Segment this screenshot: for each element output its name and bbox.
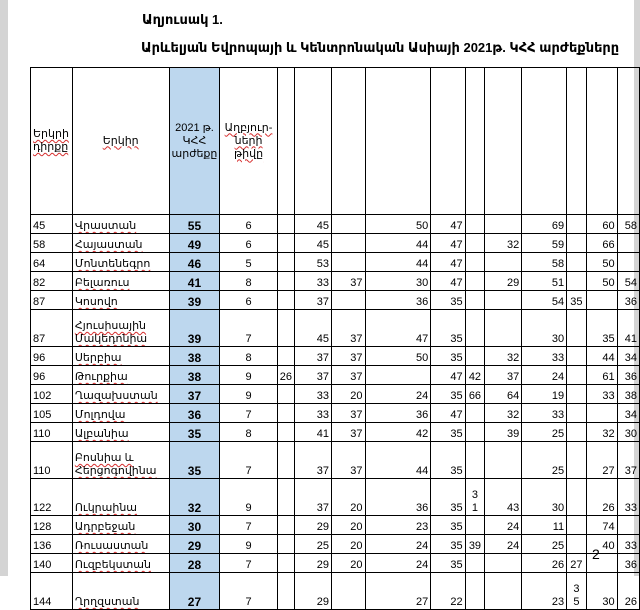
source-score-cell: 35 — [567, 291, 587, 310]
source-score-cell: 50 — [365, 347, 431, 366]
source-score-cell: 47 — [431, 404, 465, 423]
sources-count-cell: 8 — [220, 347, 277, 366]
source-score-cell — [277, 234, 294, 253]
source-score-cell — [331, 291, 365, 310]
source-score-cell: 37 — [294, 347, 331, 366]
table-title: Արևելյան Եվրոպայի և Կենտրոնական Ասիայի 2021թ. ԿՀՀ արժեքները — [141, 40, 620, 55]
source-score-cell: 39 — [465, 535, 485, 554]
sources-count-cell: 7 — [220, 310, 277, 347]
country-cell: Սերբիա — [72, 347, 169, 366]
country-cell: Թուրքիա — [72, 366, 169, 385]
table-row — [31, 215, 640, 234]
table-row — [31, 310, 640, 347]
source-score-cell: 35 — [431, 535, 465, 554]
source-score-cell — [567, 442, 587, 479]
source-score-cell — [465, 347, 485, 366]
source-score-cell — [586, 554, 617, 573]
source-score-cell: 26 — [522, 554, 567, 573]
header-empty — [331, 68, 365, 215]
source-score-cell — [277, 554, 294, 573]
country-cell: Հայաստան — [72, 234, 169, 253]
header-empty — [522, 68, 567, 215]
rank-cell: 82 — [31, 272, 73, 291]
source-score-cell: 38 — [617, 385, 639, 404]
source-score-cell: 35 — [431, 385, 465, 404]
source-score-cell: 27 — [365, 573, 431, 610]
source-score-cell: 37 — [331, 272, 365, 291]
header-sources: Աղբյուր-ների թիվը — [220, 68, 277, 215]
rank-cell: 110 — [31, 442, 73, 479]
source-score-cell: 58 — [522, 253, 567, 272]
source-score-cell: 35 — [586, 310, 617, 347]
source-score-cell: 35 — [431, 423, 465, 442]
source-score-cell: 36 — [617, 554, 639, 573]
table-row — [31, 516, 640, 535]
source-score-cell: 27 — [567, 554, 587, 573]
source-score-cell — [567, 535, 587, 554]
source-score-cell — [277, 215, 294, 234]
source-score-cell: 24 — [365, 385, 431, 404]
source-score-cell: 23 — [365, 516, 431, 535]
source-score-cell: 30 — [617, 423, 639, 442]
source-score-cell — [586, 404, 617, 423]
source-score-cell: 45 — [294, 234, 331, 253]
source-score-cell — [465, 272, 485, 291]
source-score-cell: 64 — [485, 385, 522, 404]
source-score-cell — [331, 234, 365, 253]
source-score-cell: 30 — [586, 573, 617, 610]
source-score-cell: 20 — [331, 554, 365, 573]
rank-cell: 144 — [31, 573, 73, 610]
source-score-cell: 47 — [431, 253, 465, 272]
country-cell: Ադրբեջան — [72, 516, 169, 535]
source-score-cell — [567, 253, 587, 272]
source-score-cell — [277, 516, 294, 535]
source-score-cell: 41 — [617, 310, 639, 347]
source-score-cell: 59 — [522, 234, 567, 253]
source-score-cell: 42 — [365, 423, 431, 442]
country-cell: Ուկրաինա — [72, 479, 169, 516]
score-cell: 36 — [169, 404, 220, 423]
table-row — [31, 291, 640, 310]
header-empty — [431, 68, 465, 215]
source-score-cell: 37 — [485, 366, 522, 385]
table-row — [31, 234, 640, 253]
source-score-cell: 24 — [485, 535, 522, 554]
table-row — [31, 479, 640, 516]
source-score-cell: 36 — [365, 404, 431, 423]
sources-count-cell: 7 — [220, 516, 277, 535]
source-score-cell: 19 — [522, 385, 567, 404]
country-cell: Ալբանիա — [72, 423, 169, 442]
source-score-cell — [331, 253, 365, 272]
source-score-cell: 34 — [617, 347, 639, 366]
table-row — [31, 404, 640, 423]
source-score-cell: 26 — [617, 573, 639, 610]
score-cell: 35 — [169, 423, 220, 442]
header-score: 2021 թ. ԿՀՀ արժեքը — [169, 68, 220, 215]
page-left-margin — [0, 0, 8, 576]
source-score-cell: 25 — [522, 423, 567, 442]
source-score-cell — [485, 442, 522, 479]
sources-count-cell: 9 — [220, 385, 277, 404]
header-country: Երկիր — [72, 68, 169, 215]
rank-cell: 128 — [31, 516, 73, 535]
source-score-cell — [331, 573, 365, 610]
source-score-cell: 50 — [586, 253, 617, 272]
source-score-cell — [567, 385, 587, 404]
country-cell: Ղազախստան — [72, 385, 169, 404]
score-cell: 29 — [169, 535, 220, 554]
source-score-cell — [465, 554, 485, 573]
source-score-cell — [277, 272, 294, 291]
source-score-cell: 35 — [431, 310, 465, 347]
source-score-cell: 25 — [522, 442, 567, 479]
source-score-cell: 66 — [586, 234, 617, 253]
source-score-cell — [277, 404, 294, 423]
source-score-cell: 32 — [586, 423, 617, 442]
source-score-cell — [465, 310, 485, 347]
table-row — [31, 366, 640, 385]
header-empty — [465, 68, 485, 215]
source-score-cell — [465, 291, 485, 310]
header-empty — [365, 68, 431, 215]
table-caption: Աղյուսակ 1. — [142, 12, 223, 27]
source-score-cell: 51 — [522, 272, 567, 291]
rank-cell: 96 — [31, 347, 73, 366]
source-score-cell: 47 — [431, 366, 465, 385]
source-score-cell — [277, 347, 294, 366]
source-score-cell — [485, 573, 522, 610]
source-score-cell — [331, 215, 365, 234]
source-score-cell: 3 1 — [465, 479, 485, 516]
rank-cell: 122 — [31, 479, 73, 516]
source-score-cell: 33 — [294, 404, 331, 423]
source-score-cell — [465, 215, 485, 234]
table-row — [31, 347, 640, 366]
score-cell: 35 — [169, 442, 220, 479]
country-cell: Կոսովո — [72, 291, 169, 310]
source-score-cell — [277, 291, 294, 310]
source-score-cell — [277, 573, 294, 610]
source-score-cell: 30 — [522, 479, 567, 516]
source-score-cell — [485, 291, 522, 310]
source-score-cell: 37 — [294, 291, 331, 310]
source-score-cell — [277, 423, 294, 442]
source-score-cell: 33 — [294, 272, 331, 291]
source-score-cell: 37 — [294, 442, 331, 479]
sources-count-cell: 7 — [220, 442, 277, 479]
sources-count-cell: 9 — [220, 479, 277, 516]
score-cell: 28 — [169, 554, 220, 573]
score-cell: 27 — [169, 573, 220, 610]
score-cell: 38 — [169, 347, 220, 366]
source-score-cell: 29 — [294, 554, 331, 573]
source-score-cell — [586, 291, 617, 310]
source-score-cell: 47 — [431, 215, 465, 234]
table-row — [31, 442, 640, 479]
score-cell: 46 — [169, 253, 220, 272]
source-score-cell: 20 — [331, 479, 365, 516]
source-score-cell: 74 — [586, 516, 617, 535]
source-score-cell: 32 — [485, 347, 522, 366]
rank-cell: 105 — [31, 404, 73, 423]
source-score-cell — [465, 234, 485, 253]
header-empty — [617, 68, 639, 215]
source-score-cell: 37 — [331, 442, 365, 479]
source-score-cell — [465, 573, 485, 610]
sources-count-cell: 7 — [220, 404, 277, 423]
score-cell: 39 — [169, 291, 220, 310]
source-score-cell: 35 — [431, 554, 465, 573]
country-cell: Բոսնիա և Հերցոգովինա — [72, 442, 169, 479]
sources-count-cell: 9 — [220, 535, 277, 554]
source-score-cell: 36 — [617, 366, 639, 385]
source-score-cell: 20 — [331, 516, 365, 535]
cpi-table — [30, 67, 640, 610]
source-score-cell: 24 — [485, 516, 522, 535]
source-score-cell: 33 — [617, 479, 639, 516]
source-score-cell: 33 — [522, 347, 567, 366]
source-score-cell: 33 — [617, 535, 639, 554]
table-row — [31, 253, 640, 272]
source-score-cell — [277, 442, 294, 479]
source-score-cell: 27 — [586, 442, 617, 479]
country-cell: Մոնտենեգրո — [72, 253, 169, 272]
source-score-cell: 69 — [522, 215, 567, 234]
source-score-cell — [567, 479, 587, 516]
source-score-cell: 47 — [431, 234, 465, 253]
source-score-cell: 29 — [294, 516, 331, 535]
rank-cell: 45 — [31, 215, 73, 234]
source-score-cell: 37 — [331, 404, 365, 423]
sources-count-cell: 7 — [220, 573, 277, 610]
source-score-cell — [465, 253, 485, 272]
source-score-cell: 24 — [365, 554, 431, 573]
source-score-cell: 3 5 — [567, 573, 587, 610]
source-score-cell: 35 — [431, 291, 465, 310]
source-score-cell — [617, 253, 639, 272]
source-score-cell: 54 — [617, 272, 639, 291]
source-score-cell: 47 — [365, 310, 431, 347]
table-row — [31, 554, 640, 573]
source-score-cell — [485, 310, 522, 347]
source-score-cell — [465, 404, 485, 423]
source-score-cell — [567, 272, 587, 291]
source-score-cell: 44 — [365, 253, 431, 272]
rank-cell: 96 — [31, 366, 73, 385]
source-score-cell: 40 — [586, 535, 617, 554]
source-score-cell: 53 — [294, 253, 331, 272]
source-score-cell: 50 — [586, 272, 617, 291]
source-score-cell: 36 — [617, 291, 639, 310]
source-score-cell: 29 — [294, 573, 331, 610]
source-score-cell: 47 — [431, 272, 465, 291]
source-score-cell — [277, 385, 294, 404]
source-score-cell — [465, 423, 485, 442]
source-score-cell: 45 — [294, 310, 331, 347]
table-row — [31, 573, 640, 610]
source-score-cell: 66 — [465, 385, 485, 404]
source-score-cell: 33 — [522, 404, 567, 423]
source-score-cell: 35 — [431, 347, 465, 366]
source-score-cell: 37 — [331, 366, 365, 385]
rank-cell: 58 — [31, 234, 73, 253]
source-score-cell: 25 — [522, 535, 567, 554]
sources-count-cell: 5 — [220, 253, 277, 272]
score-cell: 37 — [169, 385, 220, 404]
score-cell: 38 — [169, 366, 220, 385]
page-number: 2 — [592, 546, 600, 562]
source-score-cell: 20 — [331, 385, 365, 404]
source-score-cell — [277, 535, 294, 554]
source-score-cell: 26 — [586, 479, 617, 516]
source-score-cell: 22 — [431, 573, 465, 610]
source-score-cell — [567, 423, 587, 442]
header-empty — [294, 68, 331, 215]
source-score-cell: 43 — [485, 479, 522, 516]
country-cell: Ուզբեկստան — [72, 554, 169, 573]
source-score-cell — [485, 554, 522, 573]
source-score-cell — [567, 366, 587, 385]
sources-count-cell: 8 — [220, 423, 277, 442]
country-cell: Հյուսիսային Մակեդոնիա — [72, 310, 169, 347]
source-score-cell — [365, 366, 431, 385]
score-cell: 32 — [169, 479, 220, 516]
rank-cell: 87 — [31, 291, 73, 310]
source-score-cell: 30 — [365, 272, 431, 291]
source-score-cell: 23 — [522, 573, 567, 610]
source-score-cell: 50 — [365, 215, 431, 234]
source-score-cell: 37 — [331, 423, 365, 442]
source-score-cell — [465, 442, 485, 479]
sources-count-cell: 8 — [220, 272, 277, 291]
header-empty — [485, 68, 522, 215]
header-empty — [277, 68, 294, 215]
source-score-cell: 34 — [617, 404, 639, 423]
source-score-cell: 60 — [586, 215, 617, 234]
rank-cell: 64 — [31, 253, 73, 272]
source-score-cell — [567, 516, 587, 535]
country-cell: Բելառուս — [72, 272, 169, 291]
source-score-cell — [567, 234, 587, 253]
source-score-cell: 37 — [331, 347, 365, 366]
source-score-cell: 29 — [485, 272, 522, 291]
source-score-cell: 37 — [331, 310, 365, 347]
source-score-cell: 11 — [522, 516, 567, 535]
score-cell: 49 — [169, 234, 220, 253]
source-score-cell — [485, 215, 522, 234]
source-score-cell: 35 — [431, 516, 465, 535]
rank-cell: 87 — [31, 310, 73, 347]
source-score-cell: 33 — [586, 385, 617, 404]
rank-cell: 136 — [31, 535, 73, 554]
source-score-cell: 32 — [485, 234, 522, 253]
country-cell: Վրաստան — [72, 215, 169, 234]
source-score-cell: 39 — [485, 423, 522, 442]
source-score-cell — [567, 347, 587, 366]
rank-cell: 110 — [31, 423, 73, 442]
sources-count-cell: 7 — [220, 554, 277, 573]
score-cell: 55 — [169, 215, 220, 234]
source-score-cell: 44 — [586, 347, 617, 366]
source-score-cell: 35 — [431, 479, 465, 516]
table-row — [31, 535, 640, 554]
source-score-cell: 44 — [365, 234, 431, 253]
header-empty — [567, 68, 587, 215]
source-score-cell: 42 — [465, 366, 485, 385]
source-score-cell: 58 — [617, 215, 639, 234]
source-score-cell: 26 — [277, 366, 294, 385]
score-cell: 39 — [169, 310, 220, 347]
source-score-cell — [485, 253, 522, 272]
rank-cell: 102 — [31, 385, 73, 404]
country-cell: Ռուսաստան — [72, 535, 169, 554]
source-score-cell: 30 — [522, 310, 567, 347]
source-score-cell — [567, 310, 587, 347]
country-cell: Ղրղզստան — [72, 573, 169, 610]
source-score-cell: 36 — [365, 479, 431, 516]
source-score-cell: 45 — [294, 215, 331, 234]
source-score-cell — [567, 215, 587, 234]
source-score-cell — [277, 253, 294, 272]
source-score-cell: 41 — [294, 423, 331, 442]
source-score-cell: 44 — [365, 442, 431, 479]
source-score-cell: 25 — [294, 535, 331, 554]
source-score-cell: 54 — [522, 291, 567, 310]
source-score-cell — [277, 479, 294, 516]
table-row — [31, 423, 640, 442]
source-score-cell: 36 — [365, 291, 431, 310]
source-score-cell — [617, 516, 639, 535]
source-score-cell: 37 — [294, 479, 331, 516]
sources-count-cell: 6 — [220, 291, 277, 310]
source-score-cell: 61 — [586, 366, 617, 385]
source-score-cell: 24 — [365, 535, 431, 554]
source-score-cell: 37 — [617, 442, 639, 479]
source-score-cell — [277, 310, 294, 347]
source-score-cell — [465, 516, 485, 535]
table-row — [31, 272, 640, 291]
source-score-cell — [567, 404, 587, 423]
sources-count-cell: 6 — [220, 234, 277, 253]
source-score-cell: 35 — [431, 442, 465, 479]
source-score-cell — [617, 234, 639, 253]
source-score-cell: 33 — [294, 385, 331, 404]
source-score-cell: 32 — [485, 404, 522, 423]
sources-count-cell: 6 — [220, 215, 277, 234]
header-rank: Երկրի դիրքը — [31, 68, 73, 215]
sources-count-cell: 9 — [220, 366, 277, 385]
source-score-cell: 24 — [522, 366, 567, 385]
table-row — [31, 385, 640, 404]
score-cell: 30 — [169, 516, 220, 535]
source-score-cell: 20 — [331, 535, 365, 554]
source-score-cell: 37 — [294, 366, 331, 385]
header-empty — [586, 68, 617, 215]
country-cell: Մոլդովա — [72, 404, 169, 423]
rank-cell: 140 — [31, 554, 73, 573]
table-header-row — [31, 68, 640, 215]
score-cell: 41 — [169, 272, 220, 291]
